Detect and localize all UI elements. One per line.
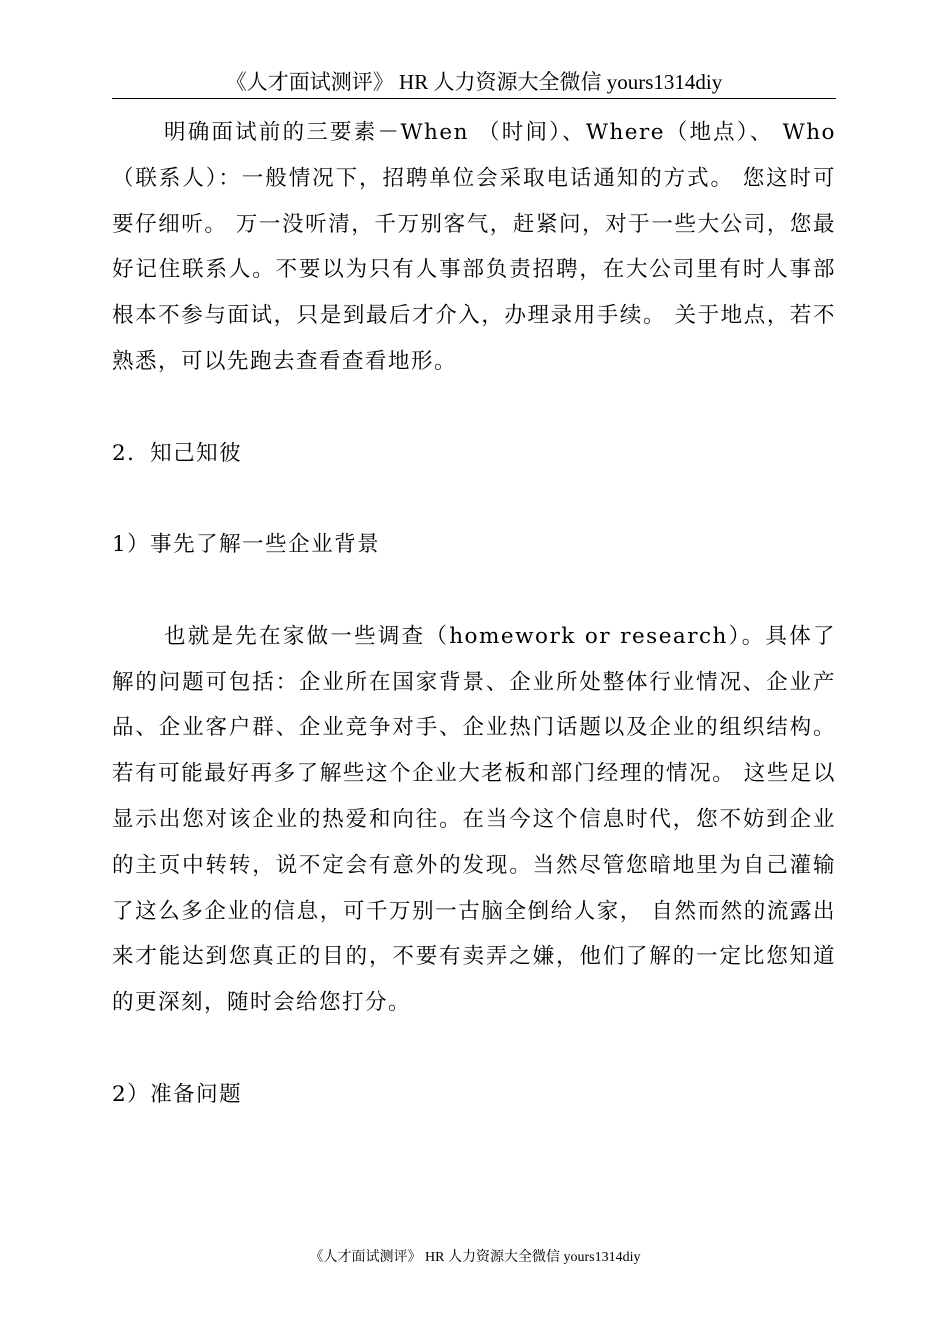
page-header: 《人才面试测评》 HR 人力资源大全微信 yours1314diy: [225, 70, 723, 94]
paragraph-gap: [112, 385, 836, 431]
paragraph-interview-elements: 明确面试前的三要素－When （时间）、Where（地点）、 Who（联系人）：一般情况下，招聘单位会采取电话通知的方式。 您这时可要仔细听。 万一没听清，千万别客气，赶紧问，对于一些大公司，您最好记住联系人。不要以为只有人事部负责招聘，在大公司里有时人事部根本不参与面试，只是到最后才介入，办理录用手续。 关于地点，若不熟悉，可以先跑去查看查看地形。: [112, 120, 836, 374]
subsection-heading-prepare-questions: 2）准备问题: [112, 1081, 243, 1107]
document-body: [112, 110, 836, 1118]
header-divider: [112, 98, 836, 99]
page-footer: 《人才面试测评》 HR 人力资源大全微信 yours1314diy: [309, 1250, 641, 1265]
paragraph-gap: [112, 568, 836, 614]
subsection-heading-company-background: 1）事先了解一些企业背景: [112, 532, 381, 558]
section-heading-know-yourself: 2．知己知彼: [112, 440, 243, 466]
paragraph-company-research: 也就是先在家做一些调查（homework or research）。具体了解的问题可包括：企业所在国家背景、企业所处整体行业情况、企业产品、企业客户群、企业竞争对手、企业热门话题以及企业的组织结构。 若有可能最好再多了解些这个企业大老板和部门经理的情况。 这些足以显示出您对该企业的热爱和向往。在当今这个信息时代，您不妨到企业的主页中转转，说不定会有意外的发现。当然尽管您暗地里为自己灌输了这么多企业的信息，可千万别一古脑全倒给人家， 自然而然的流露出来才能达到您真正的目的，不要有卖弄之嫌，他们了解的一定比您知道的更深刻，随时会给您打分。: [112, 623, 836, 1016]
paragraph-gap: [112, 1026, 836, 1072]
paragraph-gap: [112, 476, 836, 522]
